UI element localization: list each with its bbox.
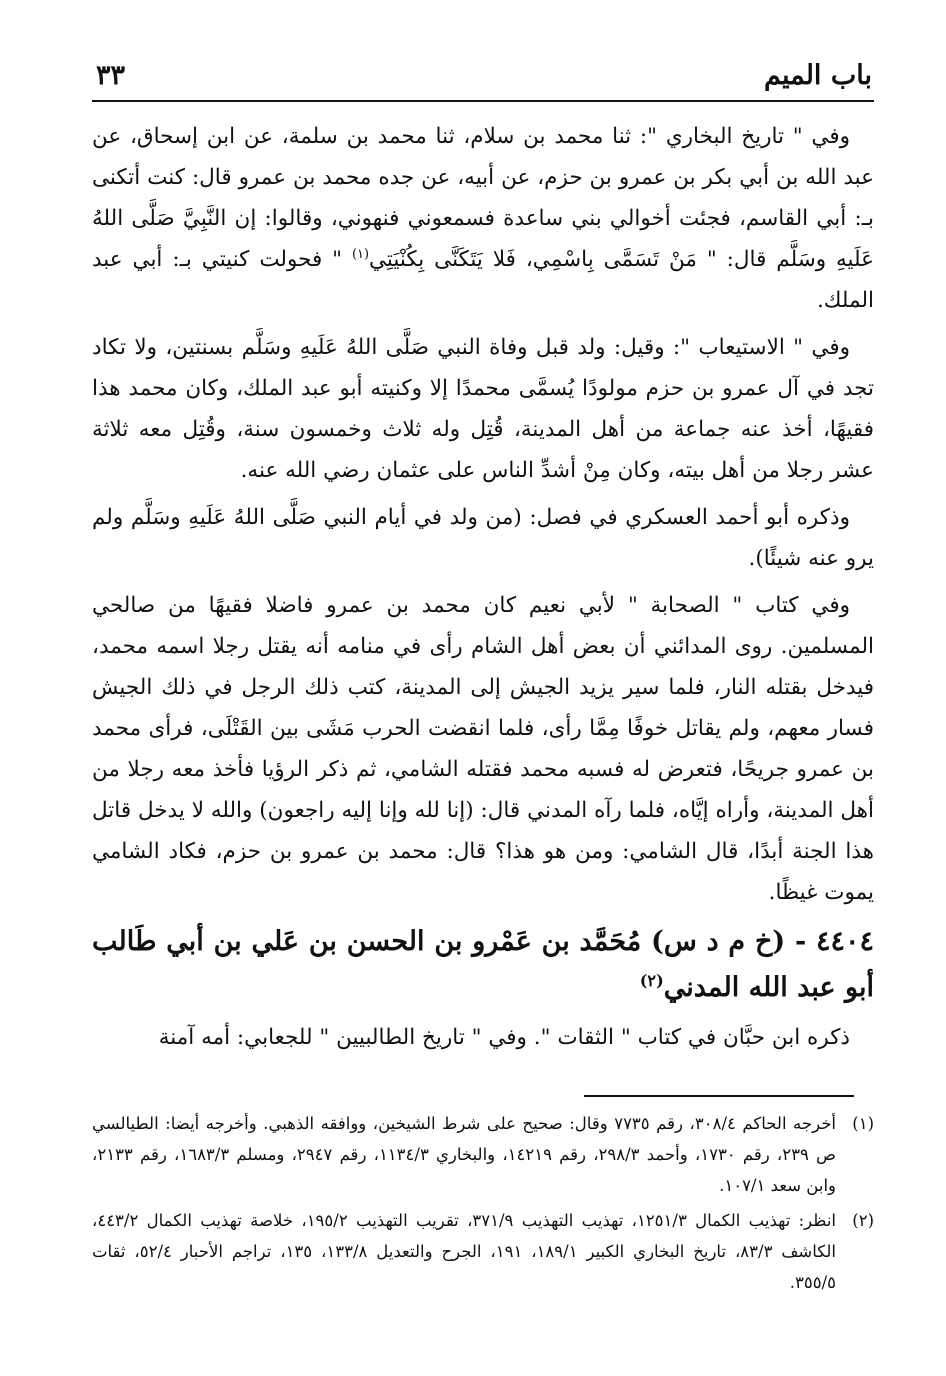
header-divider bbox=[92, 100, 874, 102]
paragraph-bukhari-text: وفي " تاريخ البخاري ": ثنا محمد بن سلام، ثنا محمد بن سلمة، عن ابن إسحاق، عن عبد الله بن أبي بكر بن عمرو بن حزم، عن أبيه، عن جده محمد بن عمرو قال: كنت أتكنى بـ: أبي القاسم، فجئت أخوالي بني ساعدة فسمعوني فنهوني، وقالوا: إن النَّبِيَّ صَلَّى اللهُ عَلَيهِ وسَلَّم قال: " مَنْ تَسَمَّى بِاسْمِي، فَلا يَتَكَنَّى بِكُنْيَتِي bbox=[92, 124, 874, 272]
page-header bbox=[96, 56, 872, 98]
footnote-ref-2: (٢) bbox=[639, 971, 664, 990]
footnote-divider bbox=[584, 1095, 854, 1097]
paragraph-askari: وذكره أبو أحمد العسكري في فصل: (من ولد في أيام النبي صَلَّى اللهُ عَلَيهِ وسَلَّم ولم يرو عنه شيئًا). bbox=[92, 505, 874, 571]
footnote-number: (١) bbox=[852, 1114, 874, 1133]
chapter-title: باب الميم bbox=[763, 60, 872, 91]
page-number: ٣٣ bbox=[96, 60, 126, 91]
paragraph-bukhari bbox=[92, 116, 874, 321]
paragraph-bukhari-text-end: " فحولت كنيتي بـ: أبي عبد الملك. bbox=[92, 247, 874, 313]
footnote-ref-1: (١) bbox=[351, 246, 369, 262]
footnote-2 bbox=[92, 1205, 874, 1298]
entry-heading-text: ٤٤٠٤ - (خ م د س) مُحَمَّد بن عَمْرو بن الحسن بن عَلي بن أبي طَالب أبو عبد الله المدني bbox=[92, 926, 874, 1003]
paragraph-istiab: وفي " الاستيعاب ": وقيل: ولد قبل وفاة النبي صَلَّى اللهُ عَلَيهِ وسَلَّم بسنتين، ولا تكاد تجد في آل عمرو بن حزم مولودًا يُسمَّى محمدًا إلا وكنيته أبو عبد الملك، وكان محمد هذا فقيهًا، أخذ عنه جماعة من أهل المدينة، قُتِل وله ثلاث وخمسون سنة، وقُتِل معه ثلاثة عشر رجلا من أهل بيته، وكان مِنْ أشدِّ الناس على عثمان رضي الله عنه. bbox=[92, 335, 874, 483]
footnote-text: انظر: تهذيب الكمال ١٢٥١/٣، تهذيب التهذيب ٣٧١/٩، تقريب التهذيب ١٩٥/٢، خلاصة تهذيب الكمال ٤٤٣/٢، الكاشف ٨٣/٣، تاريخ البخاري الكبير ١٨٩/١، ١٩١، الجرح والتعديل ١٣٣/٨، ١٣٥، تراجم الأحبار ٥٢/٤، ثقات ٣٥٥/٥. bbox=[92, 1211, 836, 1292]
main-text bbox=[92, 116, 874, 1064]
entry-heading bbox=[92, 919, 874, 1011]
footnote-text: أخرجه الحاكم ٣٠٨/٤، رقم ٧٧٣٥ وقال: صحيح على شرط الشيخين، ووافقه الذهبي. وأخرجه أيضا: الطيالسي ص ٢٣٩، رقم ١٧٣٠، وأحمد ٢٩٨/٣، رقم ١٤٢١٩، والبخاري ١١٣٤/٣، رقم ٢٩٤٧، ومسلم ١٦٨٣/٣، رقم ٢١٣٣، وابن سعد ١٠٧/١. bbox=[92, 1114, 836, 1195]
footnotes bbox=[92, 1108, 874, 1302]
paragraph-sahaba: وفي كتاب " الصحابة " لأبي نعيم كان محمد بن عمرو فاضلا فقيهًا من صالحي المسلمين. روى المدائني أن بعض أهل الشام رأى في منامه أنه يقتل رجلا اسمه محمد، فيدخل بقتله النار، فلما سير يزيد الجيش إلى المدينة، كتب ذلك الرجل في ذلك الجيش فسار معهم، ولم يقاتل خوفًا مِمَّا رأى، فلما انقضت الحرب مَشَى بين القَتْلَى، فرأى محمد بن عمرو جريحًا، فتعرض له فسبه محمد فقتله الشامي، ثم ذكر الرؤيا فأخذ معه رجلا من أهل المدينة، وأراه إيَّاه، فلما رآه المدني قال: (إنا لله وإنا إليه راجعون) والله لا يدخل قاتل هذا الجنة أبدًا، قال الشامي: ومن هو هذا؟ قال: محمد بن عمرو بن حزم، فكاد الشامي يموت غيظًا. bbox=[92, 593, 874, 905]
paragraph-thiqat: ذكره ابن حبَّان في كتاب " الثقات ". وفي " تاريخ الطالبيين " للجعابي: أمه آمنة bbox=[158, 1025, 850, 1050]
footnote-1 bbox=[92, 1108, 874, 1201]
footnote-number: (٢) bbox=[852, 1211, 874, 1230]
